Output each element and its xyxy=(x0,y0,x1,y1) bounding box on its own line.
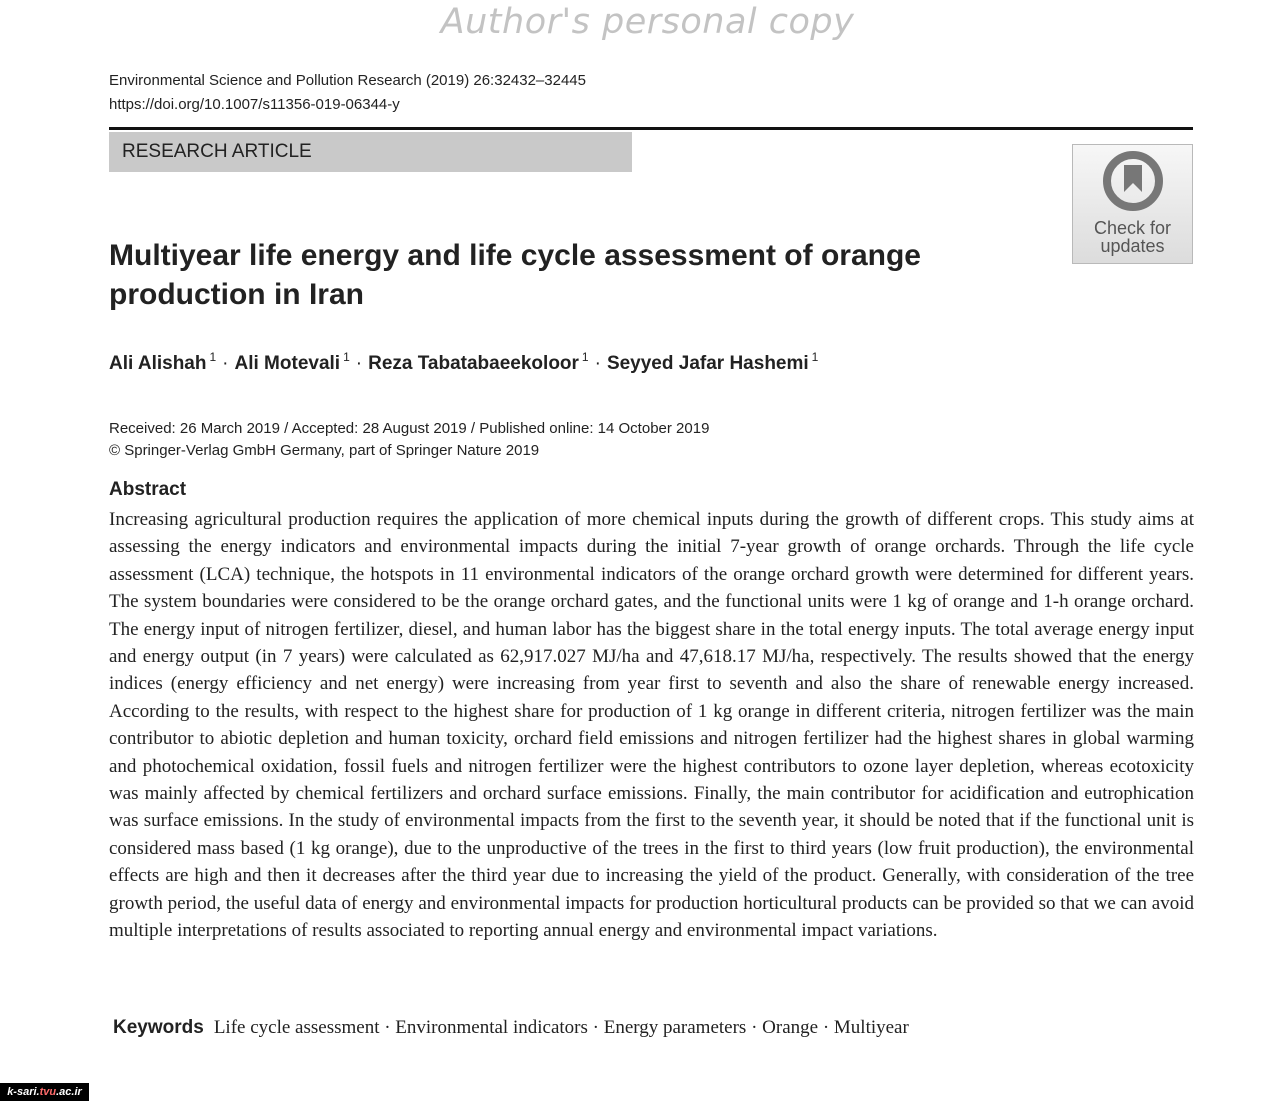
journal-citation: Environmental Science and Pollution Research (2019) 26:32432–32445 xyxy=(109,72,586,89)
article-type-banner: RESEARCH ARTICLE xyxy=(109,132,632,172)
separator-dot: · xyxy=(222,353,229,374)
author-affiliation: 1 xyxy=(209,350,217,364)
title-line-2: production in Iran xyxy=(109,278,364,311)
badge-line-1: Check for xyxy=(1093,218,1172,238)
title-line-1: Multiyear life energy and life cycle assessment of orange xyxy=(109,239,921,272)
author-name[interactable]: Ali Alishah xyxy=(109,353,207,374)
doi-link[interactable]: https://doi.org/10.1007/s11356-019-06344-y xyxy=(109,96,400,113)
separator-dot: · xyxy=(594,353,601,374)
site-tag-prefix: k-sari. xyxy=(7,1086,40,1098)
author-affiliation: 1 xyxy=(343,350,350,364)
check-for-updates-badge[interactable] xyxy=(1072,144,1193,264)
badge-line-2: updates xyxy=(1100,236,1165,256)
watermark: Author's personal copy xyxy=(440,2,855,42)
abstract-text: Increasing agricultural production requires the application of more chemical inputs during the growth of different crops. This study aims at assessing the energy indicators and environmental impacts during the initial 7-year growth of orange orchards. Through the life cycle assessment (LCA) technique, the hotspots in 11 environmental indicators of the orange orchard growth were determined for different years. The system boundaries were considered to be the orange orchard gates, and the functional units were 1 kg of orange and 1-h orange orchard. The energy input of nitrogen fertilizer, diesel, and human labor has the biggest share in the total energy inputs. The total average energy input and energy output (in 7 years) were calculated as 62,917.027 MJ/ha and 47,618.17 MJ/ha, respectively. The results showed that the energy indices (energy efficiency and net energy) were increasing from year first to seventh and also the share of renewable energy increased. According to the results, with respect to the highest share for production of 1 kg orange in different criteria, nitrogen fertilizer was the main contributor to abiotic depletion and human toxicity, orchard field emissions and nitrogen fertilizer had the highest shares in global warming and photochemical oxidation, fossil fuels and nitrogen fertilizer were the highest contributors to ozone layer depletion, whereas ecotoxicity was mainly affected by chemical fertilizers and orchard surface emissions. Finally, the main contributor for acidification and eutrophication was surface emissions. In the study of environmental impacts from the first to the seventh year, it should be noted that if the functional unit is considered mass based (1 kg orange), due to the unproductive of the trees in the first to third years (low fruit production), the environmental effects are high and then it decreases after the third year due to increasing the yield of the product. Generally, with consideration of the tree growth period, the useful data of energy and environmental impacts for production horticultural products can be provided so that we can avoid multiple interpretations of results associated to reporting annual energy and environmental impact variations. xyxy=(109,509,1194,942)
crossmark-icon xyxy=(1101,149,1165,213)
publication-dates xyxy=(109,418,709,462)
journal-info xyxy=(109,69,586,117)
separator-dot: · xyxy=(355,353,363,374)
keywords-list: Life cycle assessment · Environmental indicators · Energy parameters · Orange · Multiyear xyxy=(213,1017,909,1038)
copyright-line: © Springer-Verlag GmbH Germany, part of Springer Nature 2019 xyxy=(109,442,540,459)
author-list xyxy=(109,350,818,375)
author-name[interactable]: Reza Tabatabaeekoloor xyxy=(368,353,579,374)
keywords xyxy=(113,1017,909,1039)
site-tag-accent: tvu xyxy=(39,1086,57,1098)
header-rule xyxy=(109,127,1193,130)
abstract-heading: Abstract xyxy=(109,479,187,500)
author-name[interactable]: Seyyed Jafar Hashemi xyxy=(606,353,809,374)
site-tag-suffix: .ac.ir xyxy=(56,1086,82,1098)
keywords-label: Keywords xyxy=(113,1017,204,1038)
author-affiliation: 1 xyxy=(581,350,589,364)
article-title xyxy=(109,236,1009,314)
received-accepted-published: Received: 26 March 2019 / Accepted: 28 August 2019 / Published online: 14 October 2019 xyxy=(109,420,710,437)
site-tag xyxy=(0,1083,89,1101)
author-name[interactable]: Ali Motevali xyxy=(234,353,341,374)
author-affiliation: 1 xyxy=(811,350,819,364)
